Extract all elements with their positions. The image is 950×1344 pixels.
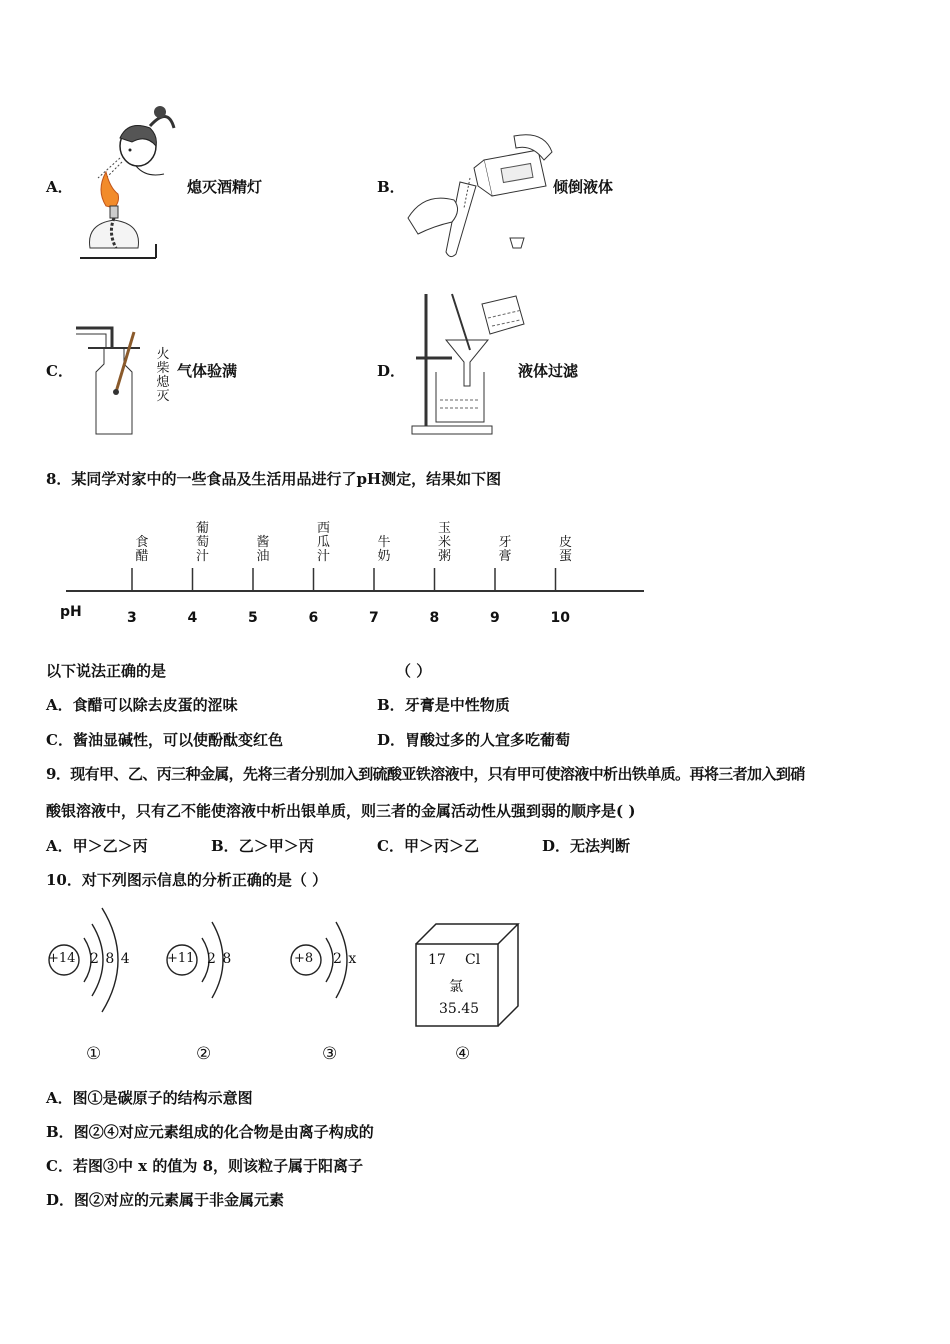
q10-stem: 10．对下列图示信息的分析正确的是（ ） bbox=[46, 871, 328, 889]
q7-option-c-label: 气体验满 bbox=[177, 362, 238, 380]
q8-option-b: B．牙膏是中性物质 bbox=[377, 696, 510, 714]
q10-option-c: C．若图③中 x 的值为 8，则该粒子属于阳离子 bbox=[46, 1157, 364, 1175]
element-name: 氯 bbox=[449, 979, 463, 995]
ph-tick-label-7: 7 bbox=[369, 610, 379, 626]
q7-option-d-letter: D． bbox=[377, 362, 406, 380]
ph-item-label-2: 葡萄汁 bbox=[195, 521, 209, 564]
q8-option-a: A．食醋可以除去皮蛋的涩味 bbox=[46, 696, 238, 714]
q7-match-annotation: 火柴熄灭 bbox=[156, 347, 170, 404]
ph-tick-label-6: 6 bbox=[308, 610, 319, 626]
q10-option-d: D．图②对应的元素属于非金属元素 bbox=[46, 1191, 285, 1209]
q10-option-b: B．图②④对应元素组成的化合物是由离子构成的 bbox=[46, 1123, 374, 1141]
q9-stem-line1: 9．现有甲、乙、丙三种金属，先将三者分别加入到硫酸亚铁溶液中，只有甲可使溶液中析出铁单质。再将三者加入到硝 bbox=[46, 765, 805, 783]
atom-3-nucleus: +8 bbox=[294, 951, 314, 966]
q9-stem-line2: 酸银溶液中，只有乙不能使溶液中析出银单质，则三者的金属活动性从强到弱的顺序是( ) bbox=[46, 802, 636, 820]
figure-1-label: ① bbox=[86, 1044, 102, 1064]
element-atomic-mass: 35.45 bbox=[439, 1001, 480, 1017]
element-atomic-number: 17 bbox=[428, 952, 446, 968]
ph-item-label-6: 玉米粥 bbox=[437, 521, 451, 564]
figure-2-label: ② bbox=[196, 1044, 212, 1064]
ph-axis-label: pH bbox=[60, 604, 82, 620]
atom-2-shells: 2 8 bbox=[207, 951, 232, 967]
ph-item-label-5: 牛奶 bbox=[377, 535, 391, 564]
ph-axis-svg bbox=[0, 500, 950, 640]
q7-option-b-letter: B． bbox=[377, 178, 405, 196]
element-symbol: Cl bbox=[465, 952, 481, 968]
ph-chart bbox=[0, 500, 950, 640]
figure-3-label: ③ bbox=[322, 1044, 338, 1064]
q9-option-d: D．无法判断 bbox=[542, 837, 631, 855]
ph-tick-label-3: 3 bbox=[127, 610, 137, 626]
q9-option-c: C．甲＞丙＞乙 bbox=[377, 837, 479, 855]
q8-option-c: C．酱油显碱性，可以使酚酞变红色 bbox=[46, 731, 283, 749]
atom-3-shells: 2 x bbox=[333, 951, 357, 967]
ph-tick-label-9: 9 bbox=[490, 610, 500, 626]
ph-item-label-1: 食醋 bbox=[135, 535, 149, 564]
ph-tick-label-10: 10 bbox=[550, 610, 570, 626]
atom-2-nucleus: +11 bbox=[167, 951, 195, 966]
q10-option-a: A．图①是碳原子的结构示意图 bbox=[46, 1089, 253, 1107]
q8-prompt: 以下说法正确的是 bbox=[46, 662, 167, 680]
ph-item-label-3: 酱油 bbox=[256, 535, 270, 564]
q7-option-a-label: 熄灭酒精灯 bbox=[187, 178, 263, 196]
ph-item-label-4: 西瓜汁 bbox=[316, 521, 330, 564]
ph-tick-label-5: 5 bbox=[248, 610, 258, 626]
q7-option-c-letter: C． bbox=[46, 362, 73, 380]
q9-option-b: B．乙＞甲＞丙 bbox=[211, 837, 314, 855]
q7-option-a-letter: A． bbox=[46, 178, 73, 196]
q7-option-d-label: 液体过滤 bbox=[518, 362, 579, 380]
extinguish-lamp-illustration bbox=[76, 98, 176, 266]
atom-1-shells: 2 8 4 bbox=[90, 951, 130, 967]
ph-tick-label-8: 8 bbox=[429, 610, 440, 626]
q7-option-b-label: 倾倒液体 bbox=[553, 178, 614, 196]
figure-4-label: ④ bbox=[455, 1044, 471, 1064]
q8-stem: 8．某同学对家中的一些食品及生活用品进行了pH测定，结果如下图 bbox=[46, 470, 502, 488]
q8-answer-bracket: （ ） bbox=[396, 662, 432, 680]
q9-option-a: A．甲＞乙＞丙 bbox=[46, 837, 148, 855]
filtration-illustration bbox=[408, 290, 528, 438]
q8-option-d: D．胃酸过多的人宜多吃葡萄 bbox=[377, 731, 571, 749]
ph-item-label-8: 皮蛋 bbox=[558, 535, 572, 564]
ph-tick-label-4: 4 bbox=[187, 610, 198, 626]
ph-item-label-7: 牙膏 bbox=[498, 535, 512, 564]
atom-1-nucleus: +14 bbox=[48, 951, 76, 966]
pour-liquid-illustration bbox=[404, 130, 554, 260]
